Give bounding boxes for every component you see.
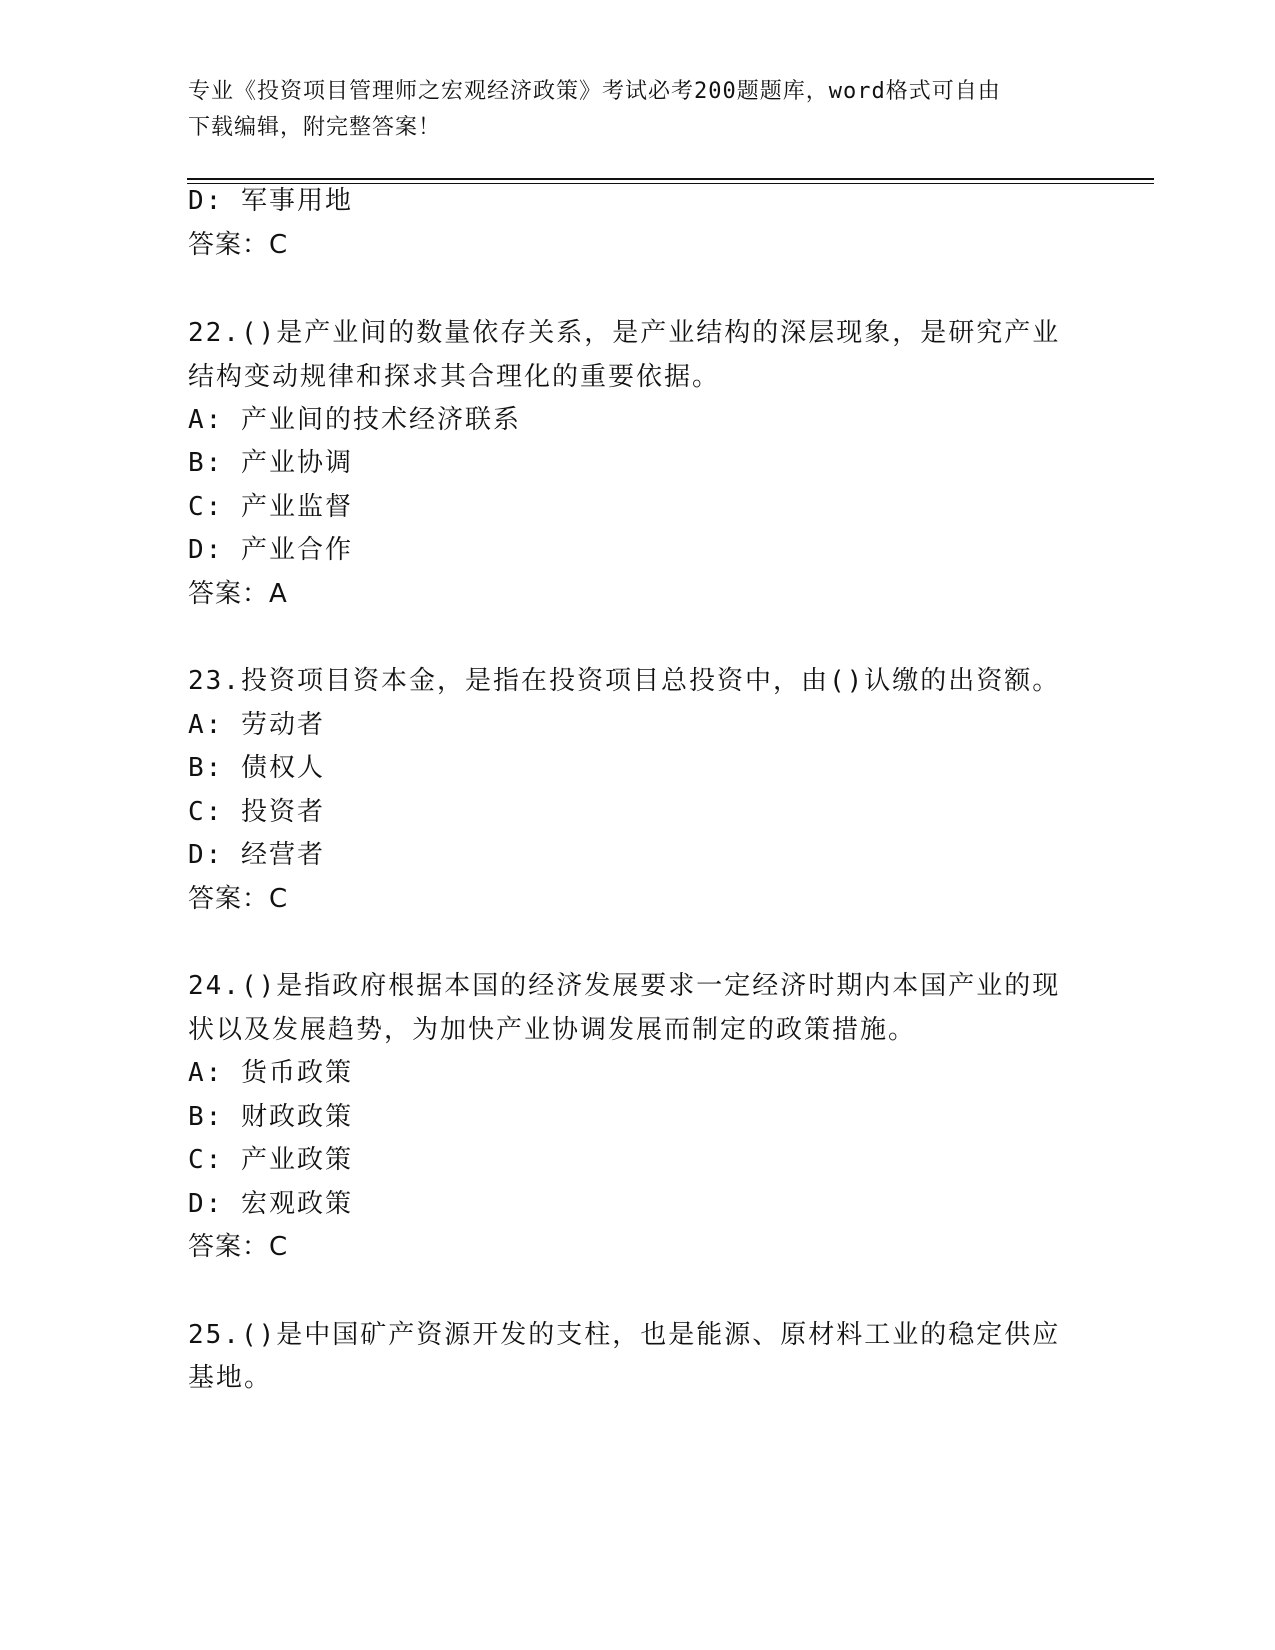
question-23-option-b: B: 债权人 [188,753,325,783]
question-24-answer: 答案：C [188,1232,289,1262]
question-24-stem-line-1: 24.()是指政府根据本国的经济发展要求一定经济时期内本国产业的现 [188,971,1061,1001]
question-23-option-a: A: 劳动者 [188,710,325,740]
question-24-option-a: A: 货币政策 [188,1058,353,1088]
question-25-stem-line-2: 基地。 [188,1363,273,1393]
question-23-option-d: D: 经营者 [188,840,325,870]
answer: 答案：C [188,230,289,260]
question-22-option-c: C: 产业监督 [188,492,353,522]
header-line-1: 专业《投资项目管理师之宏观经济政策》考试必考200题题库，word格式可自由 [188,79,1001,104]
question-23-option-c: C: 投资者 [188,797,325,827]
question-25-stem-line-1: 25.()是中国矿产资源开发的支柱，也是能源、原材料工业的稳定供应 [188,1320,1061,1350]
option-d: D: 军事用地 [188,186,353,216]
question-22-option-d: D: 产业合作 [188,535,353,565]
document-header [188,74,1088,146]
header-line-2: 下载编辑，附完整答案！ [188,115,442,140]
question-22-answer: 答案：A [188,579,288,609]
question-22-option-a: A: 产业间的技术经济联系 [188,405,521,435]
question-22-stem-line-2: 结构变动规律和探求其合理化的重要依据。 [188,362,721,392]
question-22-option-b: B: 产业协调 [188,448,353,478]
question-24-option-d: D: 宏观政策 [188,1189,353,1219]
question-24-stem-line-2: 状以及发展趋势，为加快产业协调发展而制定的政策措施。 [188,1015,917,1045]
question-22-stem-line-1: 22.()是产业间的数量依存关系，是产业结构的深层现象，是研究产业 [188,318,1061,348]
question-23-stem: 23.投资项目资本金，是指在投资项目总投资中，由()认缴的出资额。 [188,666,1061,696]
question-24-option-c: C: 产业政策 [188,1145,353,1175]
question-24-option-b: B: 财政政策 [188,1102,353,1132]
question-23-answer: 答案：C [188,884,289,914]
